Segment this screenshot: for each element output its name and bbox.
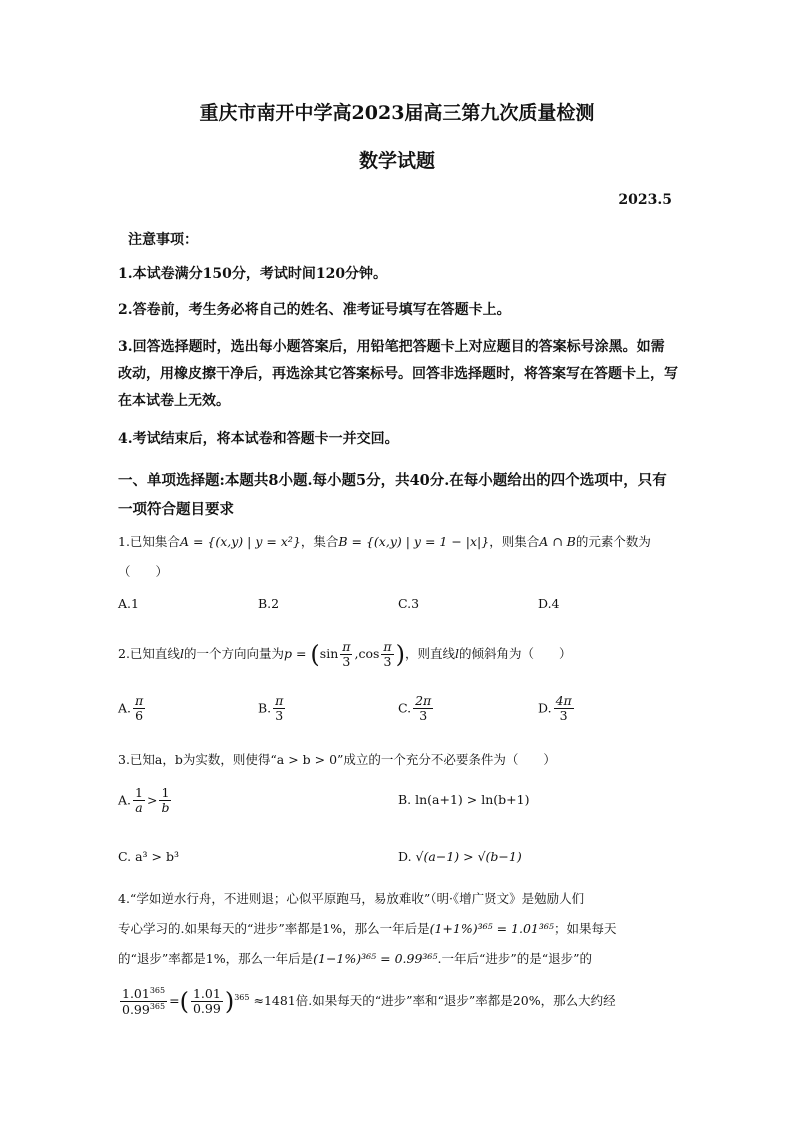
answer-paren: （ ）	[118, 564, 169, 579]
note-1: 1.本试卷满分150分，考试时间120分钟。	[118, 266, 388, 282]
fraction: $\frac{1.01^{365}}{0.99^{365}}$	[122, 985, 166, 1018]
set-b: B = {(x,y) | y = 1 − |x|}	[338, 534, 490, 549]
q3-option-a: A. $\frac{1}{a}$ > $\frac{1}{b}$	[118, 785, 170, 816]
direction-vector: p	[283, 646, 292, 661]
q2-option-a: A. $\frac{\pi}{6}$	[118, 693, 144, 724]
fraction: $\frac{\pi}{3}$	[383, 638, 392, 669]
question-4-line-3: 的“退步”率都是1%，那么一年后是(1−1%)³⁶⁵ = 0.99³⁶⁵.一年后“进步”的是“退步”的	[118, 951, 593, 966]
question-4-line-4: $\frac{1.01^{365}}{0.99^{365}}$ =( $\frac{1.01}{0.99}$ )$^{365}$ ≈1481倍.如果每天的“进步”率和“退步”率都是20%，那么大约经	[122, 985, 616, 1018]
q3-option-d: D. √(a−1) > √(b−1)	[398, 849, 522, 864]
q1-option-a: A.1	[118, 596, 139, 611]
q3-option-c: C. a³ > b³	[118, 849, 179, 864]
section-heading: 一、单项选择题:本题共8小题.每小题5分，共40分.在每小题给出的四个选项中，只有一项符合题目要求	[118, 472, 667, 518]
q2-option-d: D. $\frac{4\pi}{3}$	[538, 693, 572, 724]
question-4-line-2: 专心学习的.如果每天的“进步”率都是1%，那么一年后是(1+1%)³⁶⁵ = 1.01³⁶⁵；如果每天	[118, 921, 617, 936]
notes-heading: 注意事项：	[128, 232, 198, 248]
question-3: 3.已知a，b为实数，则使得“a > b > 0”成立的一个充分不必要条件为（ ）	[118, 752, 556, 767]
note-2: 2.答卷前，考生务必将自己的姓名、准考证号填写在答题卡上。	[118, 302, 511, 318]
exam-date: 2023.5	[618, 192, 672, 208]
q2-option-b: B. $\frac{\pi}{3}$	[258, 693, 284, 724]
q1-option-c: C.3	[398, 596, 420, 611]
note-4: 4.考试结束后，将本试卷和答题卡一并交回。	[118, 431, 399, 447]
q1-option-d: D.4	[538, 596, 560, 611]
q3-option-b: B. ln(a+1) > ln(b+1)	[398, 792, 530, 807]
question-1: 1.已知集合A = {(x,y) | y = x²}，集合B = {(x,y) | y = 1 − |x|}，则集合A ∩ B的元素个数为 （ ）	[118, 534, 651, 579]
set-a: A = {(x,y) | y = x²}	[179, 534, 301, 549]
fraction: $\frac{1.01}{0.99}$	[192, 985, 221, 1017]
question-2: 2.已知直线l的一个方向向量为p = (sin $\frac{\pi}{3}$ ,cos $\frac{\pi}{3}$ )，则直线l的倾斜角为（ ）	[118, 638, 572, 669]
q2-option-c: C. $\frac{2\pi}{3}$	[398, 693, 432, 724]
fraction: $\frac{\pi}{3}$	[342, 638, 351, 669]
q1-option-b: B.2	[258, 596, 280, 611]
exam-title: 重庆市南开中学高2023届高三第九次质量检测	[199, 102, 595, 124]
set-intersection: A ∩ B	[539, 534, 576, 549]
exam-subtitle: 数学试题	[358, 150, 435, 172]
note-3: 3.回答选择题时，选出每小题答案后，用铅笔把答题卡上对应题目的答案标号涂黑。如需改动，用橡皮擦干净后，再选涂其它答案标号。回答非选择题时，将答案写在答题卡上，写在本试卷上无效。	[118, 339, 678, 409]
question-4-line-1: 4.“学如逆水行舟，不进则退；心似平原跑马，易放难收”（明·《增广贤文》是勉励人们	[118, 891, 585, 906]
